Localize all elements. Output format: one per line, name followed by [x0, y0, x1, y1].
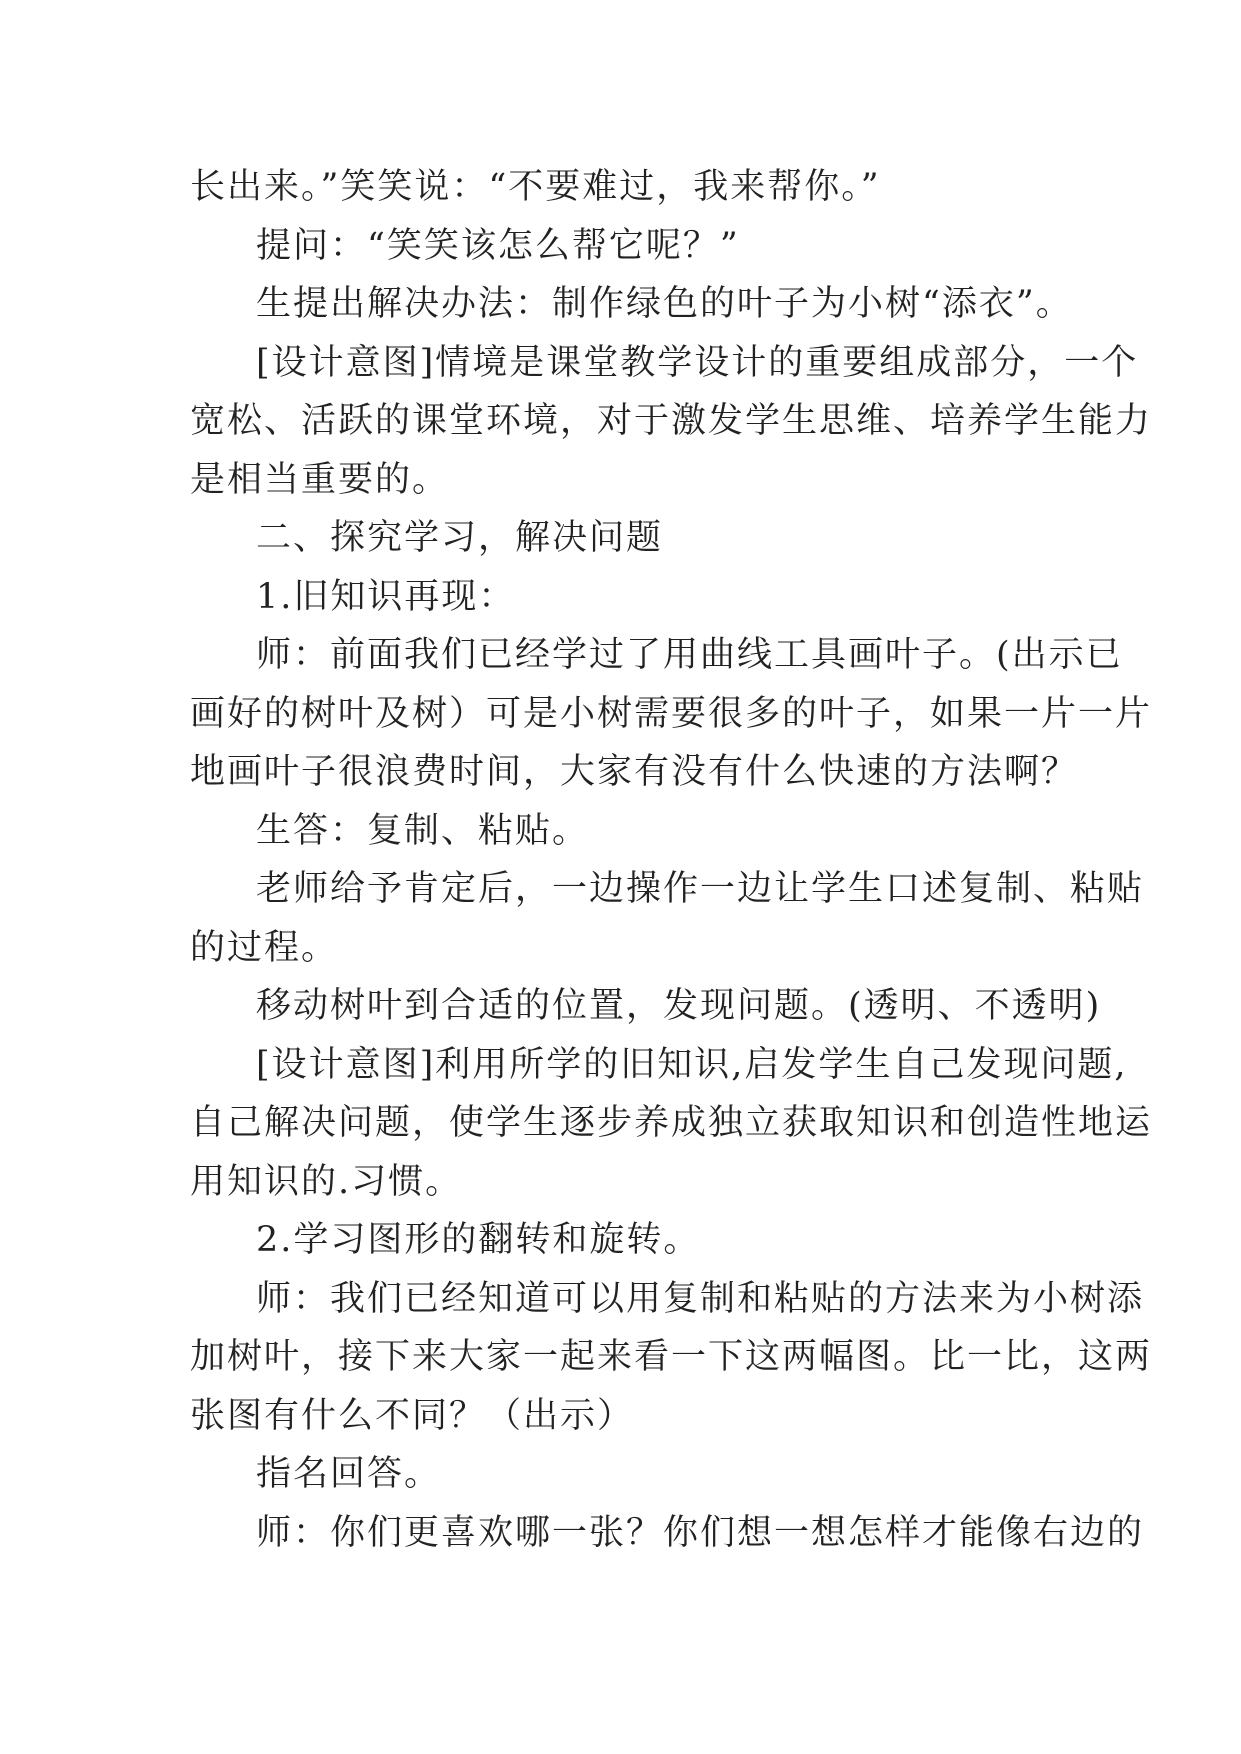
text-line: 是相当重要的。	[190, 459, 450, 500]
text-line: 指名回答。	[256, 1454, 442, 1494]
text-line: 的过程。	[190, 927, 339, 968]
text-line: [设计意图]情境是课堂教学设计的重要组成部分，一个	[256, 342, 1139, 383]
text-line: 加树叶，接下来大家一起来看一下这两幅图。比一比，这两	[190, 1337, 1153, 1377]
text-line: 老师给予肯定后，一边操作一边让学生口述复制、粘贴	[256, 869, 1145, 909]
subsection-heading: 1.旧知识再现：	[256, 576, 516, 617]
section-heading: 二、探究学习，解决问题	[256, 518, 664, 558]
text-line: 师：前面我们已经学过了用曲线工具画叶子。(出示已	[256, 635, 1123, 675]
text-line: [设计意图]利用所学的旧知识,启发学生自己发现问题,	[256, 1044, 1128, 1085]
text-line: 画好的树叶及树）可是小树需要很多的叶子，如果一片一片	[190, 693, 1153, 734]
text-line: 长出来。”笑笑说：“不要难过，我来帮你。”	[190, 167, 881, 207]
text-line: 自己解决问题，使学生逐步养成独立获取知识和创造性地运	[190, 1103, 1153, 1143]
text-line: 生提出解决办法：制作绿色的叶子为小树“添衣”。	[256, 284, 1073, 324]
text-line: 师：我们已经知道可以用复制和粘贴的方法来为小树添	[256, 1278, 1145, 1319]
text-line: 生答：复制、粘贴。	[256, 810, 590, 851]
text-line: 宽松、活跃的课堂环境，对于激发学生思维、培养学生能力	[190, 401, 1153, 441]
text-line: 师：你们更喜欢哪一张？你们想一想怎样才能像右边的	[256, 1512, 1145, 1553]
text-line: 张图有什么不同？（出示）	[190, 1395, 635, 1436]
text-line: 地画叶子很浪费时间，大家有没有什么快速的方法啊？	[190, 752, 1079, 792]
text-line: 移动树叶到合适的位置，发现问题。(透明、不透明)	[256, 986, 1102, 1026]
text-line: 用知识的.习惯。	[190, 1161, 463, 1202]
subsection-heading: 2.学习图形的翻转和旋转。	[256, 1220, 701, 1260]
document-body	[190, 158, 1153, 1562]
text-line: 提问：“笑笑该怎么帮它呢？”	[256, 225, 740, 266]
